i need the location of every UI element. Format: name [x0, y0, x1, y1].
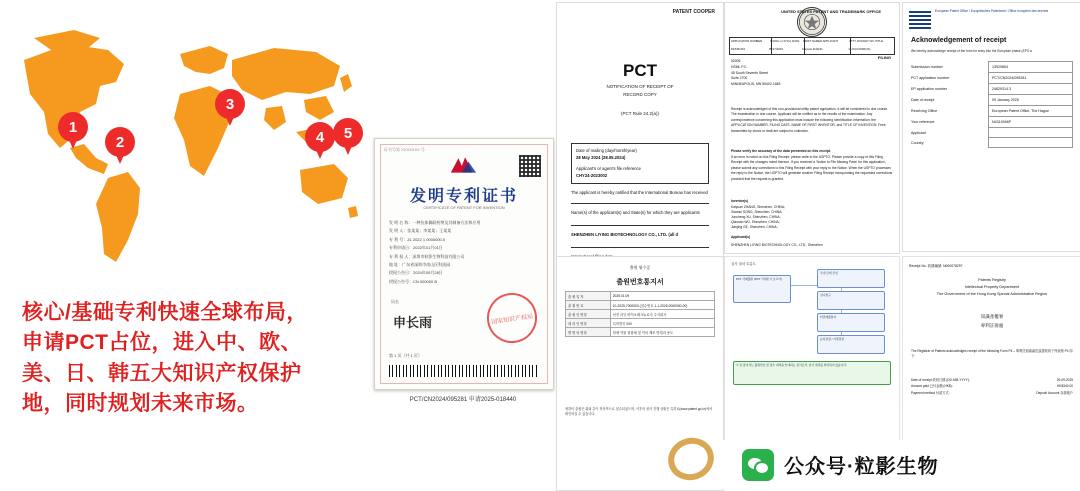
table-row [911, 138, 1073, 148]
kr-fields-table [565, 291, 715, 337]
pct-paragraph-2: Name(s) of the applicant(s) and State(s) for which they are applicants [571, 210, 700, 215]
certificate-field: 发 明 人：张某某；李某某；王某某 [389, 228, 452, 234]
epo-acknowledgement-of-receipt [902, 2, 1080, 252]
flow-node-4: 등록결정 / 거절결정 [817, 335, 885, 354]
pct-subtitle-line-1: NOTIFICATION OF RECEIPT OF [606, 84, 674, 89]
qr-code-icon [519, 155, 541, 177]
kr-top-line: 출원 영수증 [629, 265, 651, 270]
kr-field-value: 2025.01.09 [610, 292, 714, 301]
map-pin-label: 3 [215, 89, 245, 119]
official-seal-stamp: 国家知识产权局 [484, 290, 540, 346]
inventor: Xiaohui SONG, Shenzhen, CHINA; [731, 209, 783, 214]
epo-field-value: 13929854 [989, 62, 1073, 73]
uspto-val-first-applicant: Kaiyuan ZHANG [802, 47, 823, 51]
pct-mailing-box [571, 143, 709, 184]
certificate-field: 专 利 权 人：深圳市粒影生物科技有限公司 [389, 253, 465, 259]
pct-title: PCT [623, 61, 657, 80]
hk-kv-row [911, 390, 1073, 396]
hk-organisation-cn [903, 313, 1080, 330]
map-pin-label: 1 [58, 112, 88, 142]
caption-line-1: 核心/基础专利快速全球布局， [22, 301, 308, 324]
wechat-footer-badge [716, 440, 1080, 489]
pct-subtitle [557, 83, 723, 99]
epo-field-key: EP application number [911, 86, 948, 91]
pct-file-ref-value: CHY24-2023002 [576, 173, 608, 179]
hk-body-text: The Registrar of Patents acknowledges receipt of the following Form P4 – 專利註冊處處長茲證收到下列表格 P4 如下： [911, 349, 1073, 359]
hk-kv-value: Deposit Account 存款帳戶 [1036, 390, 1073, 395]
hk-key-values [911, 377, 1073, 396]
epo-title: Acknowledgement of receipt [911, 37, 1007, 44]
map-pin-1[interactable] [58, 112, 88, 154]
hk-org-cn-line: 知識產權署 [980, 314, 1004, 319]
epo-field-value: PCT/CN2024/095281 [989, 73, 1073, 84]
inventor: Jianjing GE, Shenzhen, CHINA; [731, 224, 778, 229]
flow-node-2: 심사청구 [817, 291, 885, 310]
certificate-field: 地 址：广东省深圳市南山区科技园 [389, 261, 451, 267]
wechat-account-name: 公众号·粒影生物 [784, 456, 939, 478]
caption-line-3: 美、日、韩五大知识产权保护 [22, 361, 302, 385]
flow-header: 심사 절차 흐름도 [731, 262, 756, 266]
epo-field-key: Country [911, 140, 924, 145]
epo-field-key: Your reference [911, 119, 935, 124]
hk-kv-value: HK$340.00 [1057, 384, 1073, 389]
uspto-office-name: UNITED STATES PATENT AND TRADEMARK OFFICE [781, 9, 881, 14]
certificate-title: 发明专利证书 [409, 188, 518, 205]
certificate-bottom-reference: PCT/CN2024/095281 申请2025-018440 [409, 397, 517, 403]
kr-field-value: 선전 리잉 바이오테크놀로지 주식회사 [610, 310, 714, 319]
address-line: 52005 [731, 59, 741, 63]
hk-receipt-number: Receipt No. 收據編號: N000078297 [909, 264, 963, 268]
table-row [911, 128, 1073, 138]
divider [571, 203, 709, 204]
flow-node-0: PCT 국제출원 (PCT 국제조사 보고서) [733, 275, 791, 303]
hk-org-line: Intellectual Property Department [964, 284, 1020, 289]
hk-kv-value: 29-09-2025 [1056, 378, 1073, 382]
wechat-icon [742, 449, 774, 481]
epo-field-value: 24829314.3 [989, 84, 1073, 95]
map-pin-label: 5 [333, 118, 363, 148]
table-row [911, 62, 1073, 73]
uspto-val-app-number: 63/635,601 [731, 47, 745, 51]
kr-field-value: 특허법인 000 [610, 319, 714, 328]
table-row [566, 301, 715, 310]
certificate-field: 专 利 号：ZL 2022 1 0000000.0 [389, 236, 446, 242]
hk-org-line: The Government of the Hong Kong Special Administrative Region [936, 291, 1048, 296]
epo-field-key: Receiving Office [911, 108, 938, 113]
epo-field-value: N4314946P [989, 117, 1073, 128]
certificate-field: 专利申请日：2022年01月01日 [389, 245, 443, 251]
pct-mailing-date-value: 28 May 2024 (28.05.2024) [576, 155, 626, 161]
hk-org-cn-line: 專利註冊處 [980, 322, 1004, 328]
cnipa-logo-icon [447, 155, 481, 177]
pct-subtitle-line-2: RECORD COPY [623, 92, 657, 98]
hk-kv-key: Amount paid 已付金額 (HK$): [911, 384, 953, 389]
address-line: HSML P.C. [731, 64, 748, 69]
uspto-col-filing-date: FILING or 371(c) DATE [769, 38, 805, 54]
certificate-number: 证书号第 XXXXXXX 号 [384, 147, 425, 152]
table-row [566, 319, 715, 328]
map-pin-2[interactable] [105, 127, 135, 169]
flow-node-1: 국내 단계 진입 [817, 269, 885, 288]
hk-org-line: Patents Registry [978, 278, 1006, 282]
table-row [566, 328, 715, 337]
certificate-subtitle: CERTIFICATE OF PATENT FOR INVENTION [423, 205, 505, 210]
hk-kv-key: Payment method 付款方式: [911, 390, 950, 395]
uspto-correspondence-address [731, 59, 780, 88]
epo-office-name: European Patent Office / Europäisches Patentamt / Office européen des brevets [935, 9, 1049, 13]
epo-field-key: Date of receipt [911, 97, 935, 102]
certificate-field: 授权公告号：CN 000000 B [389, 278, 438, 284]
table-row [566, 310, 715, 319]
uspto-col-first-applicant: FIRST NAMED APPLICANT [802, 38, 851, 54]
epo-fields-table [911, 61, 1073, 148]
address-line: Suite 2700 [731, 76, 748, 81]
inventor: Juncheng XU, Shenzhen, CHINA; [731, 214, 781, 219]
kr-field-value: 10-2025-7000000 (접수번호 1-1-2025-0000000-00) [610, 301, 714, 310]
world-map-pane [0, 0, 370, 489]
epo-field-key: PCT application number [911, 75, 950, 80]
pct-paragraph-1: The applicant is hereby notified that the International Bureau has received [571, 190, 708, 195]
signature: 申长雨 [393, 315, 433, 330]
hk-kv-key: Date of receipt 收到日期 (DD-MM-YYYY): [911, 378, 970, 382]
caption-line-4: 地，同时规划未来市场。 [22, 392, 259, 416]
epo-lead-text: We hereby acknowledge receipt of the form for entry into the European phase (EPO a [911, 49, 1032, 53]
certificate-field: 发 明 名 称：一种抗体偶联药物及其制备方法和应用 [389, 220, 481, 225]
certificate-field: 授权公告日：2024年05月28日 [389, 270, 443, 276]
uspto-val-docket: CHY23-0048(US) [848, 47, 871, 51]
inventor: Qiaonan WU, Shenzhen, CHINA; [731, 219, 780, 224]
epo-field-value [989, 128, 1073, 138]
kr-title: 출원번호통지서 [616, 279, 664, 286]
epo-field-value: 09 January 2025 [989, 95, 1073, 106]
inventor: Kaiyuan ZHANG, Shenzhen, CHINA; [731, 205, 786, 209]
hk-organisation-en [903, 277, 1080, 297]
kr-note: 귀하의 출원은 위와 같이 정상적으로 접수되었으며, 이후의 심사 진행 상황은 특허로(www.patent.go.kr)에서 확인하실 수 있습니다. [565, 407, 713, 417]
uspto-col-app-number: APPLICATION NUMBER [730, 38, 772, 54]
flow-node-3: 의견제출통지 [817, 313, 885, 332]
kr-field-key: 출 원 인 명칭 [566, 310, 611, 319]
certificate-fields [389, 219, 541, 286]
table-row [566, 292, 715, 301]
uspto-inventors-list [731, 205, 893, 230]
epo-field-key: Submission number [911, 64, 943, 69]
kr-field-key: 발 명 의 명칭 [566, 328, 611, 337]
certificate-footer: 第 1 页（共 1 页） [389, 353, 422, 358]
map-pin-4[interactable] [305, 122, 335, 164]
caption-line-2: 申请PCT占位，进入中、欧、 [22, 331, 302, 355]
kr-field-key: 대 리 인 명칭 [566, 319, 611, 328]
signature-label: 局长 [391, 299, 399, 304]
uspto-verify-heading: Please verify the accuracy of the data presented on this receipt. [731, 149, 831, 153]
kr-field-key: 출 원 번 호 [566, 301, 611, 310]
pct-rule-reference: (PCT Rule 24.2(a)) [621, 111, 659, 116]
divider [571, 247, 709, 248]
uspto-inventors-label: Inventor(s) [731, 199, 749, 203]
uspto-col-docket: ATTY. DOCKET NO./TITLE [849, 39, 883, 43]
uspto-filing-stamp: FILING [877, 55, 891, 60]
uspto-val-filing-date: 05/17/2023 [768, 47, 783, 51]
uspto-applicant-value: SHENZHEN LIYING BIOTECHNOLOGY CO., LTD., Shenzhen [731, 243, 823, 247]
table-row [911, 73, 1073, 84]
map-pin-3[interactable] [215, 89, 245, 131]
kr-field-key: 출 원 일 자 [566, 292, 611, 301]
map-pin-label: 2 [105, 127, 135, 157]
map-pin-5[interactable] [333, 118, 363, 160]
uspto-paragraph-1: Receipt is acknowledged of this non-provisional utility patent application. It will be considered in due course. The examination in due course. Applicant will be notified as to the results of the examination. Any correspondence concerning this application must include the following identification information: the APPLICATION NUMBER, FILING DATE, NAME OF FIRST INVENTOR, and TITLE OF INVENTION. Fees transmitted by check or draft are subject to collection. [731, 107, 889, 133]
pct-page-header: PATENT COOPER [672, 9, 715, 15]
examination-flow-diagram [724, 256, 900, 450]
pct-mailing-date-label: Date of mailing (day/month/year) [576, 148, 637, 153]
epo-field-value: European Patent Office, The Hague [989, 106, 1073, 117]
map-pin-label: 4 [305, 122, 335, 152]
caption-text [22, 298, 362, 420]
epo-logo-icon [909, 9, 931, 29]
epo-field-key: Applicant [911, 130, 926, 135]
table-row [911, 117, 1073, 128]
uspto-paragraph-2: If an error is noted on this Filing Receipt, please write to the USPTO. Please provide a copy of this Filing Receipt with the changes noted thereon. If you received a 'Notice to File Missing Parts' for this application, please submit any corrections to this Filing Receipt with your reply to the Notice. When the USPTO processes the reply to the Notice, the USPTO will generate another Filing Receipt incorporating the requested corrections provided that the request is granted. [731, 155, 893, 181]
table-row [911, 106, 1073, 117]
pct-applicant-name: SHENZHEN LIYING BIOTECHNOLOGY CO., LTD. (all d [571, 232, 679, 237]
pct-file-ref-label: Applicant's or agent's file reference [576, 166, 641, 172]
hk-patents-registry-receipt [902, 256, 1080, 450]
divider [571, 225, 709, 226]
uspto-filing-receipt [724, 2, 900, 254]
table-row [911, 95, 1073, 106]
flow-footnote: ※ 본 통지서는 출원번호 및 접수 내역을 안내하는 문서로서, 심사 결과를 의미하지 않습니다. [733, 361, 891, 385]
uspto-header-values [729, 47, 895, 53]
cn-patent-certificate [374, 138, 554, 390]
barcode-icon [389, 365, 539, 377]
uspto-applicant-label: Applicant(s) [731, 235, 751, 239]
address-line: MINNEAPOLIS, MN 55402-1683 [731, 82, 781, 87]
address-line: 45 South Seventh Street [731, 70, 768, 75]
table-row [911, 84, 1073, 95]
epo-field-value [989, 138, 1073, 148]
kr-field-value: 항체 약물 접합체 및 이의 제조 방법과 용도 [610, 328, 714, 337]
